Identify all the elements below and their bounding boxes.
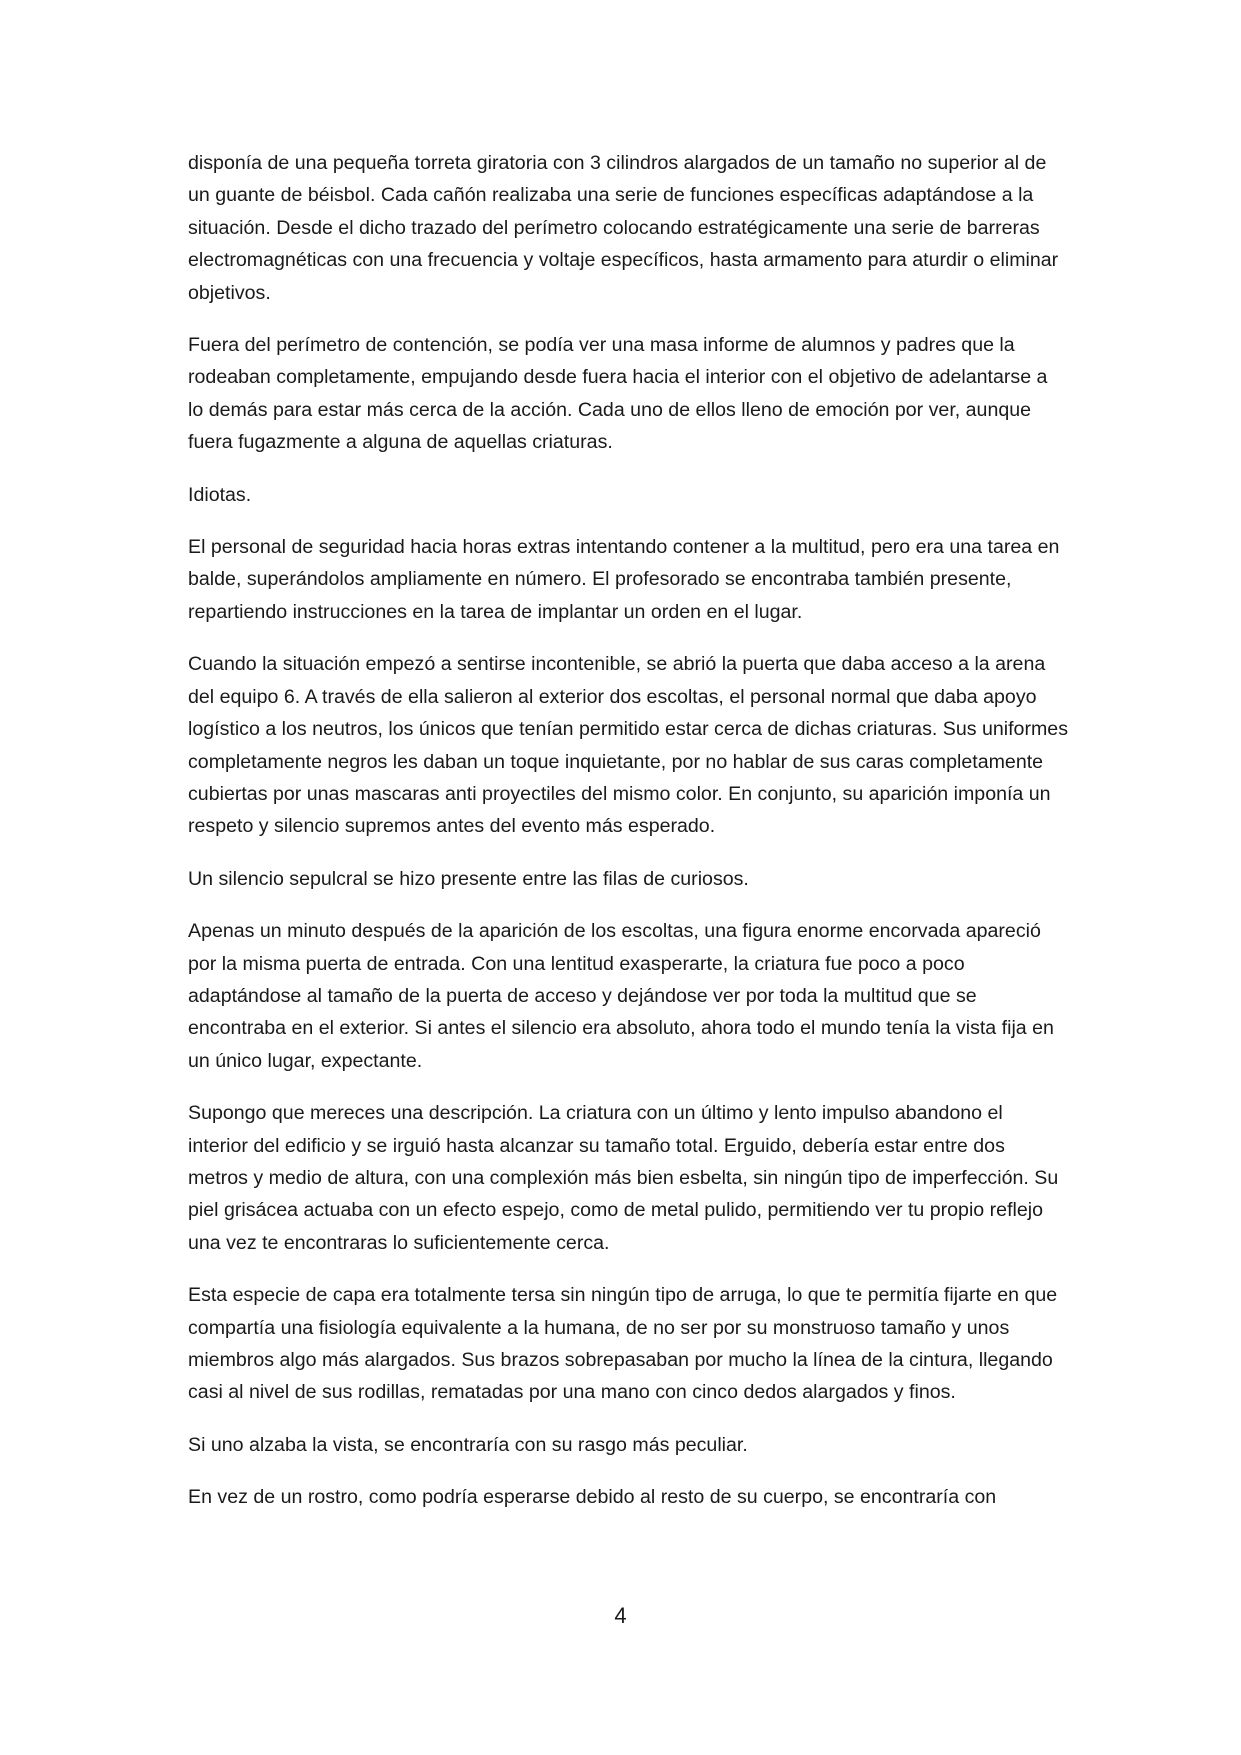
paragraph-5: Cuando la situación empezó a sentirse incontenible, se abrió la puerta que daba acceso a la arena del equipo 6. A través de ella salieron al exterior dos escoltas, el personal normal que daba apoyo logístico a los neutros, los únicos que tenían permitido estar cerca de dichas criaturas. Sus uniformes completamente negros les daban un toque inquietante, por no hablar de sus caras completamente cubiertas por unas mascaras anti proyectiles del mismo color. En conjunto, su aparición imponía un respeto y silencio supremos antes del evento más esperado. [188,653,1068,838]
page-number: 4 [614,1603,627,1628]
paragraph-9: Esta especie de capa era totalmente tersa sin ningún tipo de arruga, lo que te permitía fijarte en que compartía una fisiología equivalente a la humana, de no ser por su monstruoso tamaño y unos miembros algo más alargados. Sus brazos sobrepasaban por mucho la línea de la cintura, llegando casi al nivel de sus rodillas, rematadas por una mano con cinco dedos alargados y finos. [188,1284,1058,1404]
paragraph-4: El personal de seguridad hacia horas extras intentando contener a la multitud, pero era una tarea en balde, superándolos ampliamente en número. El profesorado se encontraba también presente, repartiendo instrucciones en la tarea de implantar un orden en el lugar. [188,536,1060,623]
paragraph-3: Idiotas. [188,483,252,506]
paragraph-6: Un silencio sepulcral se hizo presente entre las filas de curiosos. [188,867,749,890]
paragraph-11: En vez de un rostro, como podría esperarse debido al resto de su cuerpo, se encontraría con [188,1486,997,1509]
paragraph-7: Apenas un minuto después de la aparición de los escoltas, una figura enorme encorvada apareció por la misma puerta de entrada. Con una lentitud exasperarte, la criatura fue poco a poco adaptándose al tamaño de la puerta de acceso y dejándose ver por toda la multitud que se encontraba en el exterior. Si antes el silencio era absoluto, ahora todo el mundo tenía la vista fija en un único lugar, expectante. [188,920,1054,1072]
paragraph-10: Si uno alzaba la vista, se encontraría con su rasgo más peculiar. [188,1433,748,1456]
body-text [188,147,1068,1534]
paragraph-2: Fuera del perímetro de contención, se podía ver una masa informe de alumnos y padres que la rodeaban completamente, empujando desde fuera hacia el interior con el objetivo de adelantarse a lo demás para estar más cerca de la acción. Cada uno de ellos lleno de emoción por ver, aunque fuera fugazmente a alguna de aquellas criaturas. [188,334,1048,454]
paragraph-8: Supongo que mereces una descripción. La criatura con un último y lento impulso abandono el interior del edificio y se irguió hasta alcanzar su tamaño total. Erguido, debería estar entre dos metros y medio de altura, con una complexión más bien esbelta, sin ningún tipo de imperfección. Su piel grisácea actuaba con un efecto espejo, como de metal pulido, permitiendo ver tu propio reflejo una vez te encontraras lo suficientemente cerca. [188,1102,1059,1254]
paragraph-1: disponía de una pequeña torreta giratoria con 3 cilindros alargados de un tamaño no superior al de un guante de béisbol. Cada cañón realizaba una serie de funciones específicas adaptándose a la situación. Desde el dicho trazado del perímetro colocando estratégicamente una serie de barreras electromagnéticas con una frecuencia y voltaje específicos, hasta armamento para aturdir o eliminar objetivos. [188,152,1059,304]
